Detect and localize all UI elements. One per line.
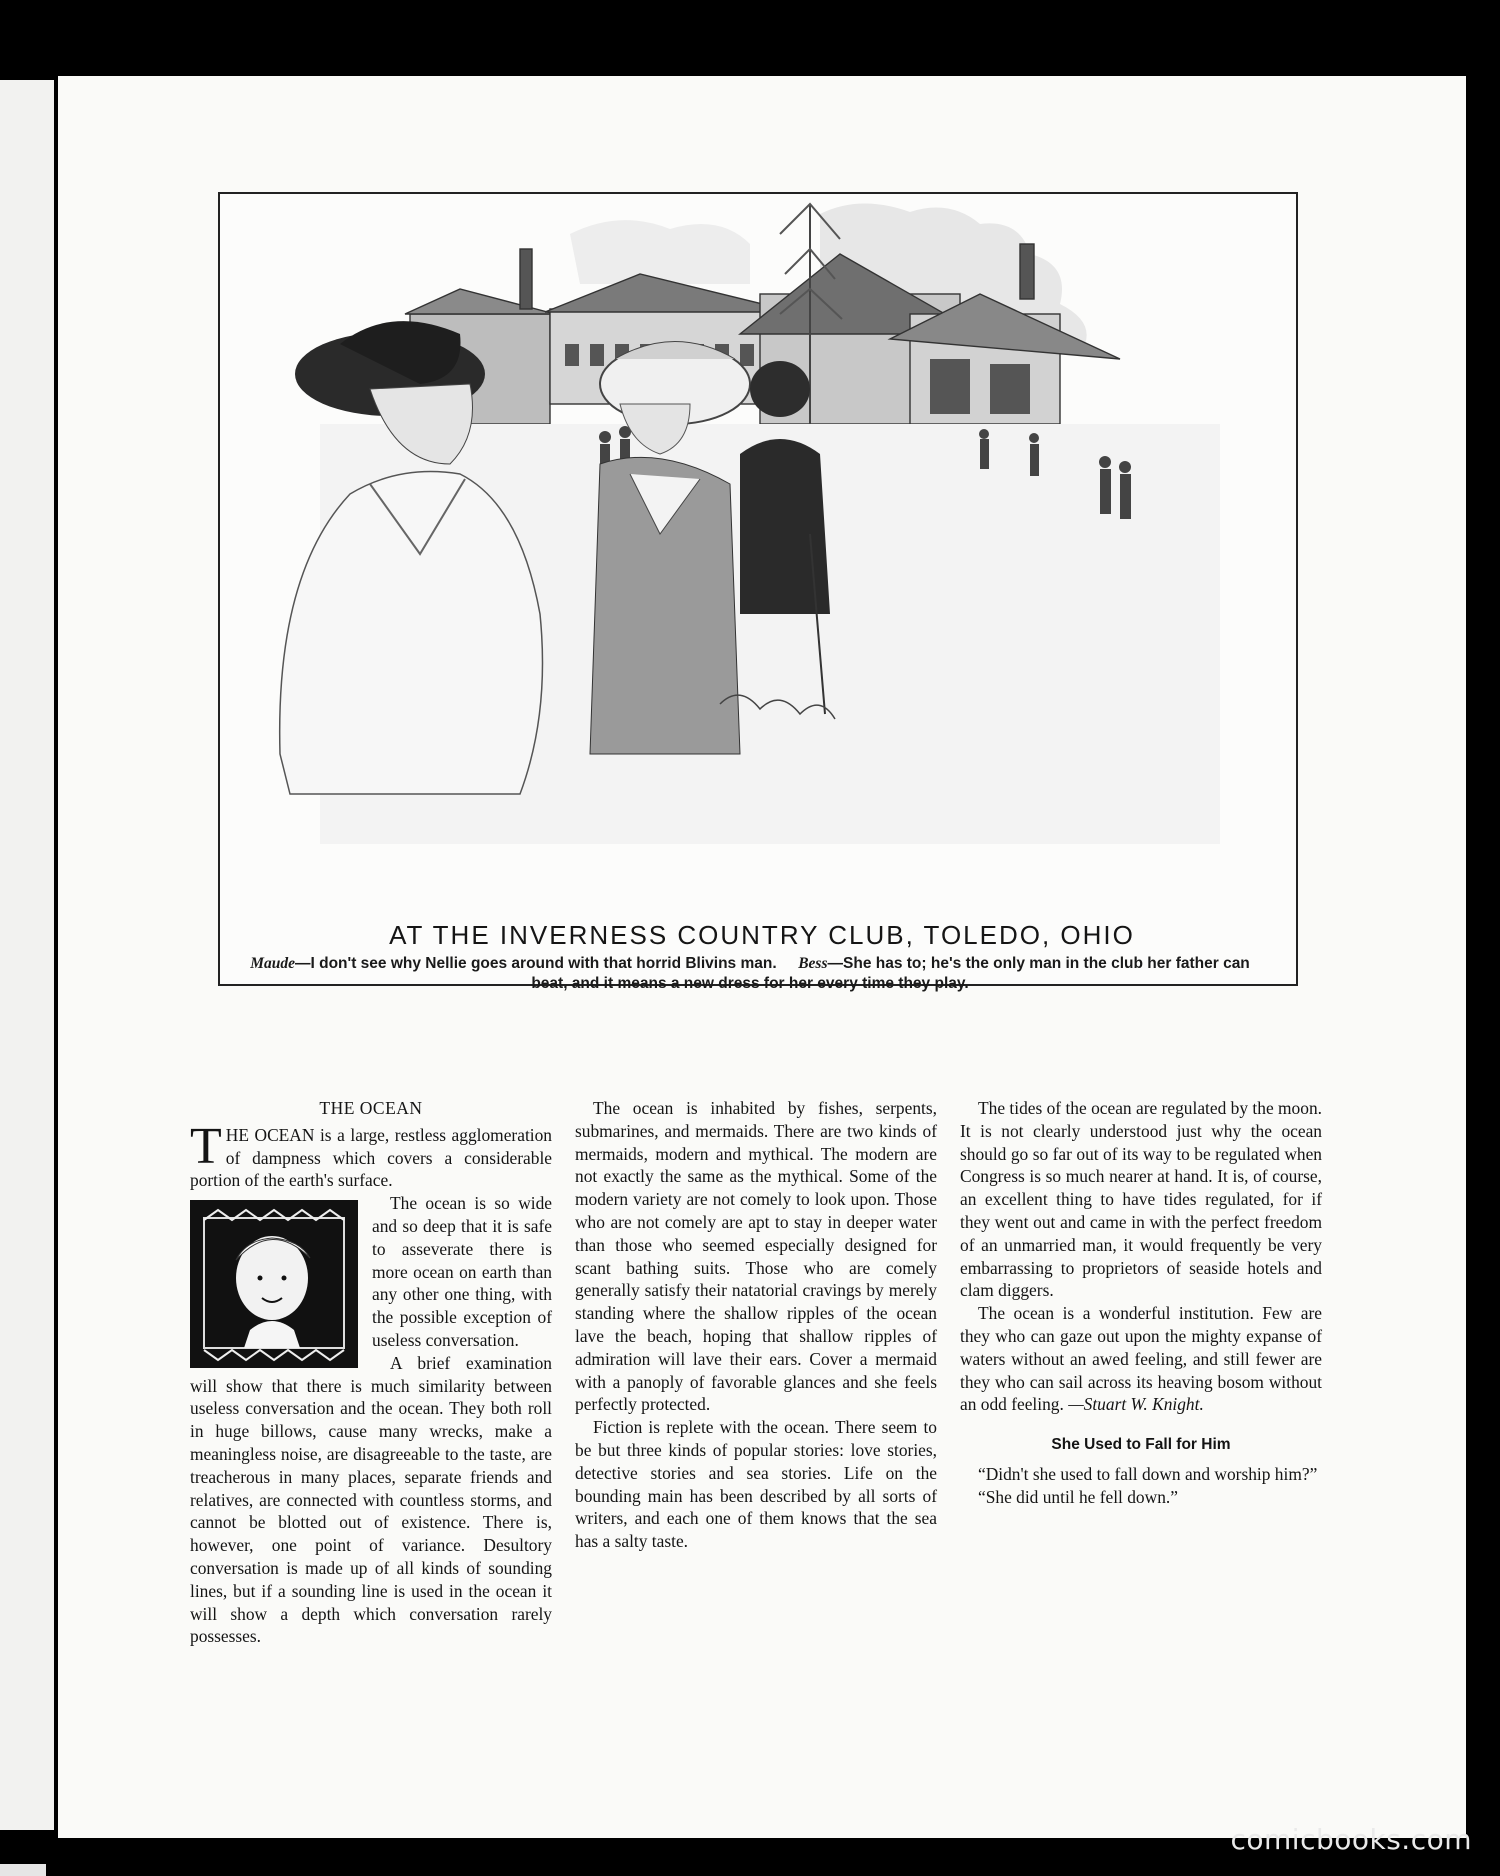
article-paragraph-7 [960,1302,1322,1416]
caption-title: AT THE INVERNESS COUNTRY CLUB, TOLEDO, OHIO [389,920,1135,950]
left-page-edge [0,80,54,1830]
article-heading: THE OCEAN [319,1098,423,1118]
article-column-1 [190,1097,552,1648]
speaker-bess: Bess [798,955,828,972]
article-column-3 [960,1097,1322,1509]
joke-heading: She Used to Fall for Him [1051,1436,1231,1454]
bess-line: —She has to; he's the only man in the club her father can beat, and it means a new dress for her every time they play. [531,955,1250,992]
drop-cap: T [190,1117,222,1175]
article-paragraph-3: A brief examination will show that there is much similarity between useless conversation and the ocean. They both roll in huge billows, cause many wrecks, make a meaningless noise, are disagreeable to the taste, are treacherous in many places, separate friends and relatives, are connected with countless storms, and cannot be blotted out of existence. There is, however, one point of variance. Desultory conversation is made up of all kinds of sounding lines, but if a sounding line is used in the ocean it will show a depth which conversation rarely possesses. [190,1352,552,1647]
author-signature: —Stuart W. Knight. [1068,1394,1204,1415]
article-paragraph-5: Fiction is replete with the ocean. There seem to be but three kinds of popular stories: love stories, detective stories and sea stories. Life on the bounding main has been described by all sorts of writers, and each one of them knows that the sea has a salty taste. [575,1417,937,1552]
article-paragraph-2: The ocean is so wide and so deep that it is safe to asseverate there is more ocean on earth than any other one thing, with the possible exception of useless conversation. [372,1193,552,1350]
article-column-2 [575,1097,937,1553]
article-paragraph-4: The ocean is inhabited by fishes, serpents, submarines, and mermaids. There are two kinds of mermaids, modern and mythical. The modern are not exactly the same as the mythical. Some of the modern variety are not comely to look upon. Those who are not comely are apt to stay in deeper water than those who seemed especially designed for scant bathing suits. Those who are comely generally satisfy their natatorial cravings by merely standing where the shallow ripples of the ocean lave the beach, hoping that shallow ripples of admiration will lave their ears. Cover a mermaid with a panoply of favorable glances and she feels perfectly protected. [575,1098,937,1415]
caption-dialogue [250,954,1250,994]
joke-answer: “She did until he fell down.” [978,1486,1178,1507]
speaker-maude: Maude [250,955,295,972]
article-paragraph-1 [190,1117,552,1192]
article-paragraph-1-text: HE OCEAN is a large, restless agglomeration of dampness which covers a considerable portion of the earth's surface. [190,1124,552,1191]
maude-line: —I don't see why Nellie goes around with that horrid Blivins man. [295,955,777,972]
article-paragraph-6: The tides of the ocean are regulated by the moon. It is not clearly understood just why the ocean should go so far out of its way to be regulated when Congress is so much nearer at hand. It is, of course, an excellent thing to have tides regulated, for if they went out and came in with the perfect freedom of an unmarried man, it would frequently be very embarrassing to proprietors of seaside hotels and clam diggers. [960,1098,1322,1301]
watermark: comicbooks.com [1230,1823,1472,1856]
corner-tag [0,1864,46,1876]
country-club-illustration [218,192,1298,986]
joke-question: “Didn't she used to fall down and worship him?” [978,1463,1318,1484]
illustration-drawing [220,194,1296,984]
woman-portrait-ornament-icon [190,1200,358,1368]
article-paragraph-7-text: The ocean is a wonderful institution. Few are they who can gaze out upon the mighty expanse of waters without an awed feeling, and still fewer are they who can sail across its heaving bosom without an odd feeling. [960,1303,1322,1415]
